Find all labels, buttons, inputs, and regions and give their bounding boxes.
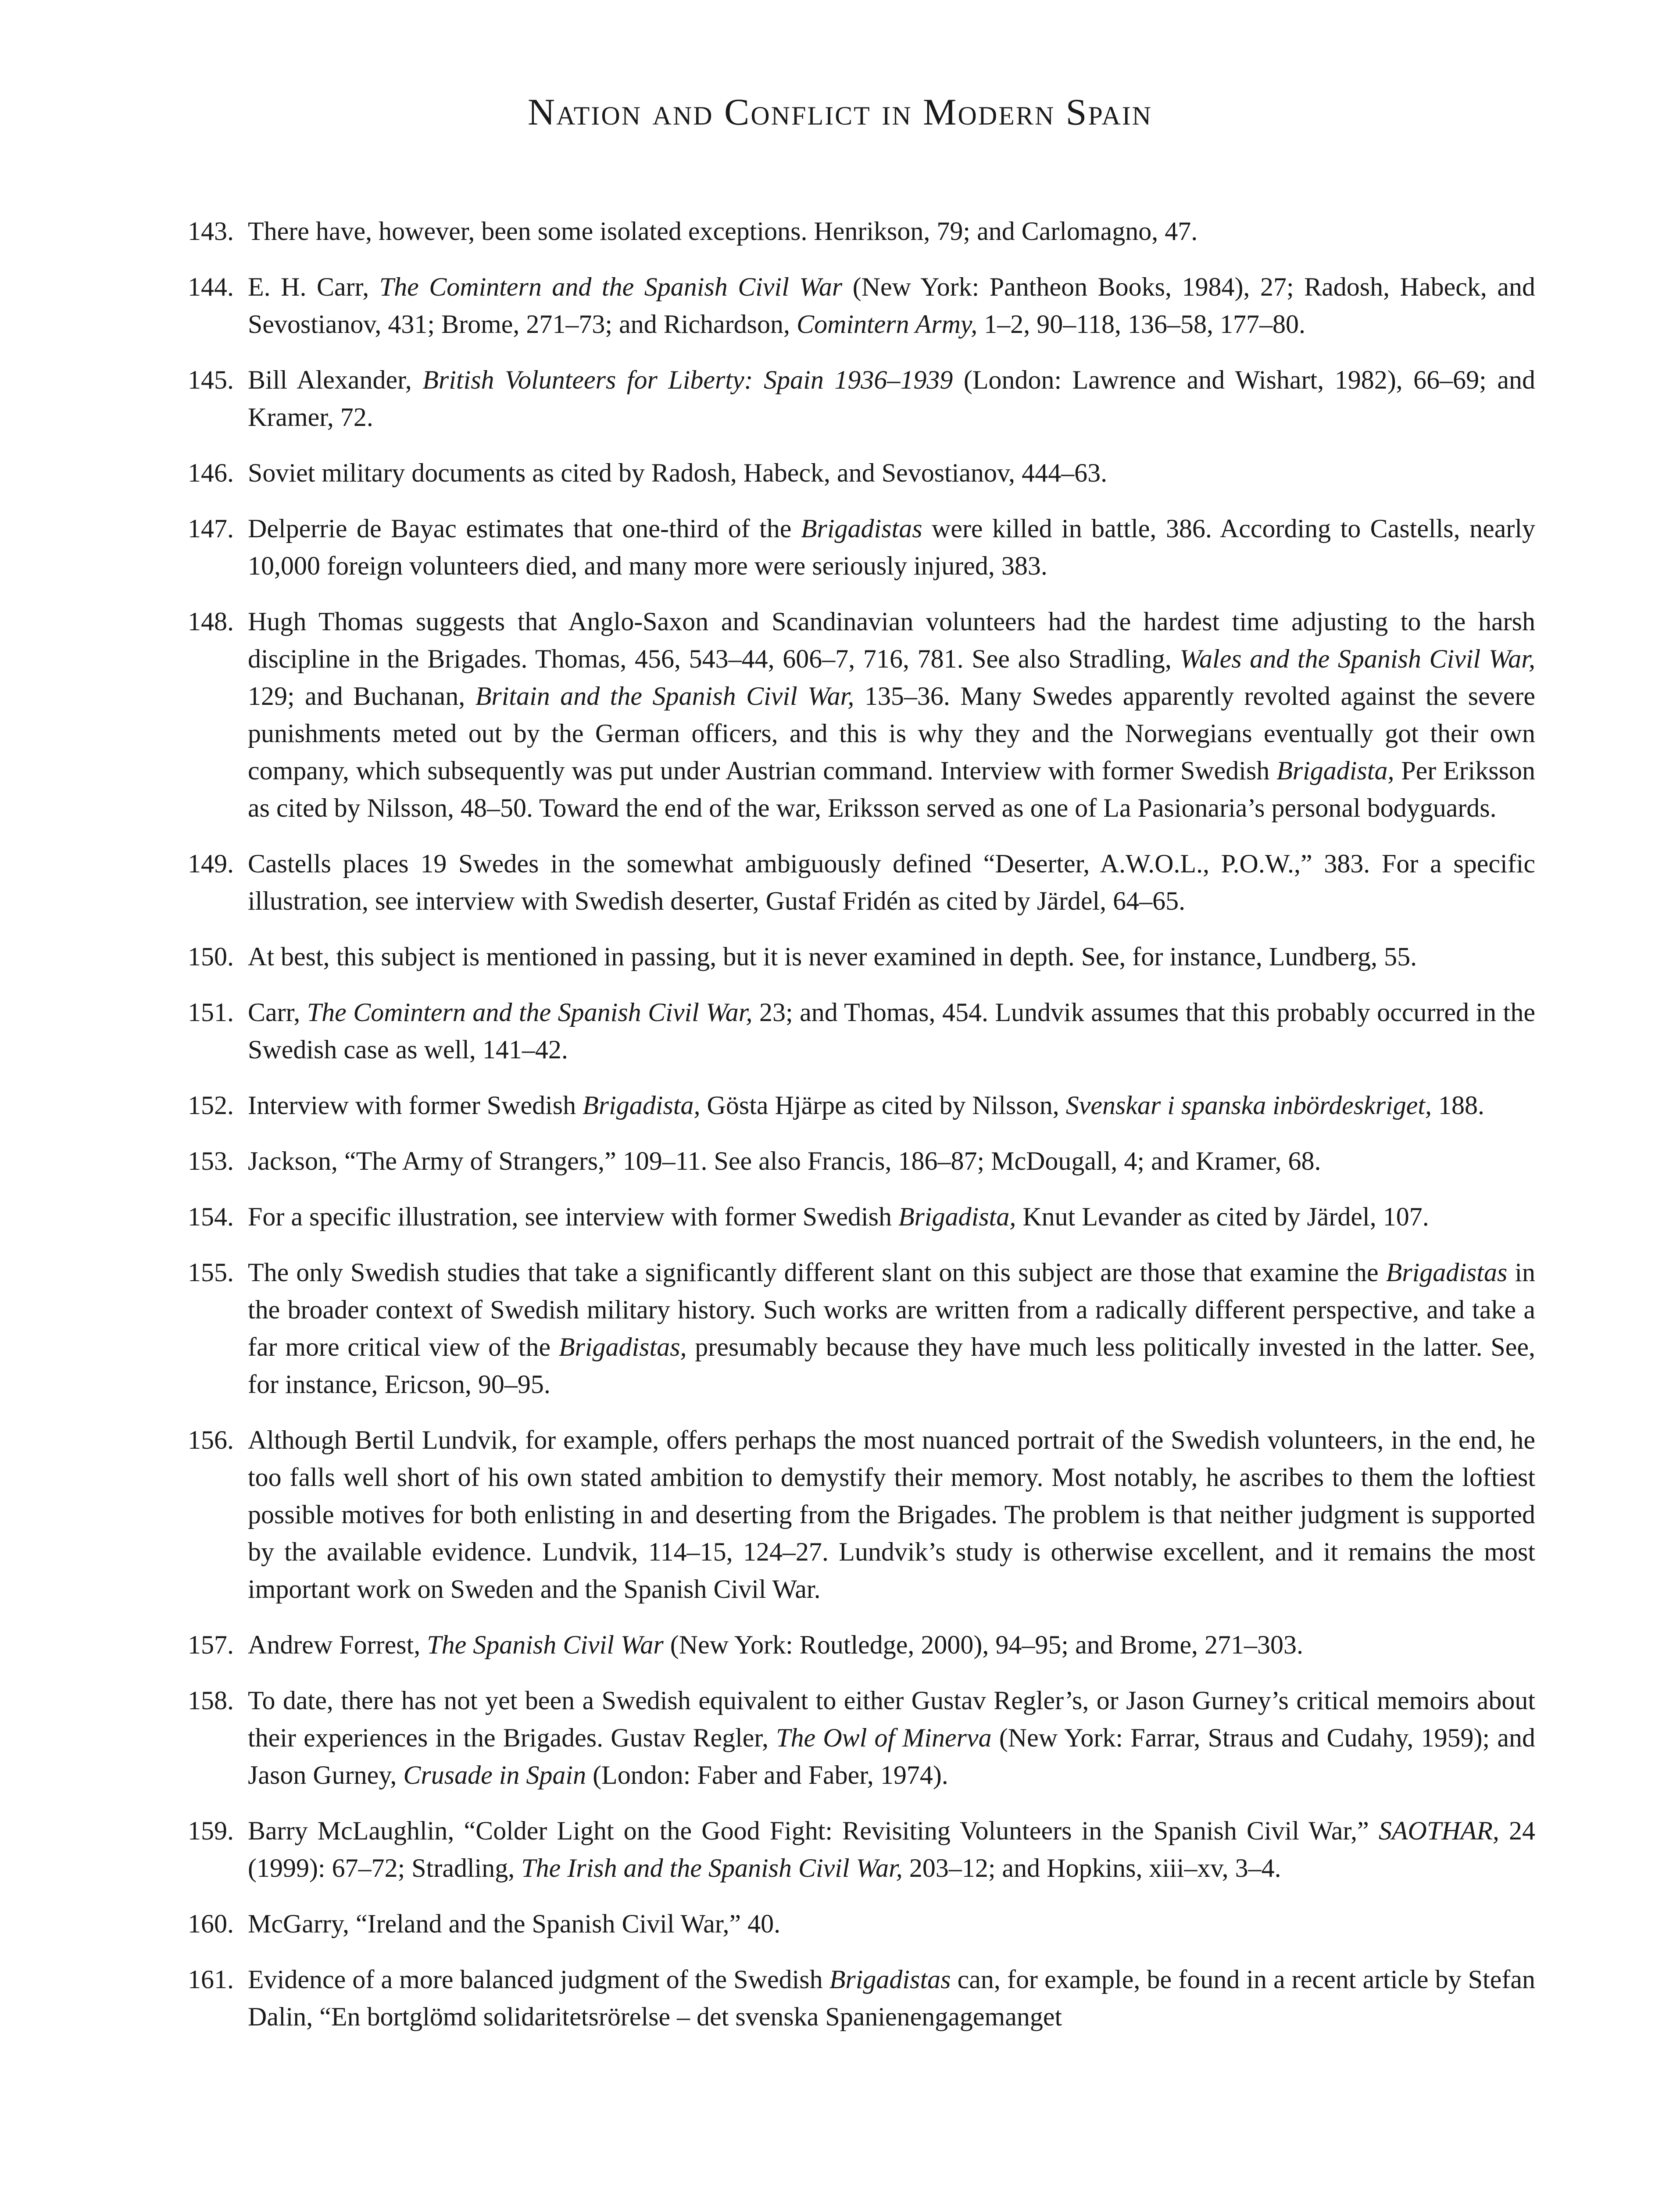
footnote-number: 146. <box>188 458 234 487</box>
footnote-text <box>248 514 1535 580</box>
footnote-segment: Hugh Thomas suggests that Anglo-Saxon and Scandinavian volunteers had the hardest time adjusting to the harsh discipline in the Brigades. Thomas, 456, 543–44, 606–7, 716, 781. See also Stradling, <box>248 607 1535 673</box>
footnote-number: 147. <box>188 514 234 543</box>
footnote-number: 159. <box>188 1816 234 1845</box>
footnote <box>188 994 1535 1068</box>
footnote-number: 155. <box>188 1258 234 1287</box>
footnote-segment: Castells places 19 Swedes in the somewhat ambiguously defined “Deserter, A.W.O.L., P.O.W.,” 383. For a specific illustration, see interview with Swedish deserter, Gustaf Fridén as cited by Järdel, 64–65. <box>248 849 1535 915</box>
footnote-segment: were killed in battle, 386. According to Castells, nearly 10,000 foreign volunteers died, and many more were seriously injured, 383. <box>248 514 1535 580</box>
italic-title: The Comintern and the Spanish Civil War, <box>307 998 753 1027</box>
footnote-segment: 203–12; and Hopkins, xiii–xv, 3–4. <box>902 1854 1281 1882</box>
footnote-segment: Knut Levander as cited by Järdel, 107. <box>1016 1202 1429 1231</box>
footnote-segment: Gösta Hjärpe as cited by Nilsson, <box>700 1091 1066 1120</box>
footnote <box>188 1143 1535 1180</box>
footnote-number: 149. <box>188 849 234 878</box>
footnote <box>188 1682 1535 1794</box>
footnote-segment: There have, however, been some isolated exceptions. Henrikson, 79; and Carlomagno, 47. <box>248 217 1198 246</box>
footnote-segment: (New York: Routledge, 2000), 94–95; and Brome, 271–303. <box>663 1630 1304 1659</box>
italic-title: The Spanish Civil War <box>427 1630 664 1659</box>
footnote-text <box>248 1965 1535 2031</box>
italic-title: Comintern Army, <box>796 310 978 339</box>
footnote-text <box>248 272 1535 339</box>
footnote-text <box>248 458 1107 487</box>
footnote-segment: For a specific illustration, see interview with former Swedish <box>248 1202 898 1231</box>
footnote-segment: E. H. Carr, <box>248 272 379 301</box>
footnote-segment: McGarry, “Ireland and the Spanish Civil War,” 40. <box>248 1909 781 1938</box>
footnote-text <box>248 1686 1535 1789</box>
footnote-text <box>248 1630 1303 1659</box>
italic-title: Brigadistas, <box>558 1332 687 1361</box>
footnote-number: 154. <box>188 1202 234 1231</box>
italic-title: The Owl of Minerva <box>776 1723 992 1752</box>
footnote-number: 158. <box>188 1686 234 1715</box>
footnote-number: 143. <box>188 217 234 246</box>
italic-title: Britain and the Spanish Civil War, <box>475 682 854 711</box>
footnote-text <box>248 217 1197 246</box>
footnote-number: 152. <box>188 1091 234 1120</box>
footnote-text <box>248 1909 780 1938</box>
footnote <box>188 1626 1535 1664</box>
footnote-number: 148. <box>188 607 234 636</box>
italic-title: Brigadistas <box>801 514 922 543</box>
footnote <box>188 1961 1536 2036</box>
footnote-text <box>248 1202 1429 1231</box>
footnote-text <box>248 1147 1321 1175</box>
footnote <box>188 1254 1536 1403</box>
italic-title: Brigadistas <box>1386 1258 1508 1287</box>
footnote-number: 145. <box>188 365 234 394</box>
footnote-segment: Per Eriksson as cited by Nilsson, 48–50. Toward the end of the war, Eriksson served as one of La Pasionaria’s personal bodyguards. <box>248 756 1535 822</box>
footnote <box>188 845 1535 920</box>
footnote-text <box>248 998 1535 1064</box>
running-head: Nation and Conflict in Modern Spain <box>527 91 1153 133</box>
footnote-number: 156. <box>188 1425 234 1454</box>
footnote-segment: Andrew Forrest, <box>248 1630 427 1659</box>
footnote-segment: Soviet military documents as cited by Radosh, Habeck, and Sevostianov, 444–63. <box>248 458 1108 487</box>
footnote-text <box>248 1091 1484 1120</box>
footnote <box>188 1905 1535 1943</box>
italic-title: Brigadistas <box>829 1965 951 1994</box>
footnote-number: 150. <box>188 942 234 971</box>
footnote-segment: (London: Faber and Faber, 1974). <box>586 1761 948 1789</box>
footnote <box>188 603 1536 827</box>
italic-title: Crusade in Spain <box>403 1761 586 1789</box>
footnote-segment: 188. <box>1432 1091 1485 1120</box>
footnote <box>188 454 1535 492</box>
footnote-text <box>248 942 1417 971</box>
footnote-segment: 23; and Thomas, 454. Lundvik assumes that this probably occurred in the Swedish case as well, 141–42. <box>248 998 1535 1064</box>
footnote-segment: To date, there has not yet been a Swedish equivalent to either Gustav Regler’s, or Jason Gurney’s critical memoirs about their experiences in the Brigades. Gustav Regler, <box>248 1686 1535 1752</box>
footnote-segment: 1–2, 90–118, 136–58, 177–80. <box>977 310 1306 339</box>
footnote-segment: (London: Lawrence and Wishart, 1982), 66–69; and Kramer, 72. <box>248 365 1535 432</box>
footnote <box>188 1422 1535 1608</box>
footnote-segment: 24 (1999): 67–72; Stradling, <box>248 1816 1536 1882</box>
footnote <box>188 268 1535 343</box>
footnote-text <box>248 1258 1535 1399</box>
footnote-number: 151. <box>188 998 234 1027</box>
footnote-segment: in the broader context of Swedish military history. Such works are written from a radically different perspective, and take a far more critical view of the <box>248 1258 1536 1361</box>
footnote <box>188 1087 1535 1124</box>
footnote-number: 153. <box>188 1147 234 1175</box>
footnote-segment: 129; and Buchanan, <box>248 682 475 711</box>
footnote-segment: Carr, <box>248 998 307 1027</box>
footnote-segment: Although Bertil Lundvik, for example, offers perhaps the most nuanced portrait of the Swedish volunteers, in the end, he too falls well short of his own stated ambition to demystify their memory. Most notably, he ascribes to them the loftiest possible motives for both enlisting in and deserting from the Brigades. The problem is that neither judgment is supported by the available evidence. Lundvik, 114–15, 124–27. Lundvik’s study is otherwise excellent, and it remains the most important work on Sweden and the Spanish Civil War. <box>248 1425 1535 1604</box>
footnote-segment: presumably because they have much less politically invested in the latter. See, for instance, Ericson, 90–95. <box>248 1332 1535 1399</box>
footnote <box>188 510 1535 585</box>
footnote-segment: Bill Alexander, <box>248 365 423 394</box>
footnote-text <box>248 849 1535 915</box>
italic-title: Brigadista, <box>583 1091 701 1120</box>
italic-title: Brigadista, <box>898 1202 1016 1231</box>
footnote-text <box>248 1425 1535 1604</box>
italic-title: British Volunteers for Liberty: Spain 1936–1939 <box>422 365 953 394</box>
italic-title: The Comintern and the Spanish Civil War <box>379 272 843 301</box>
italic-title: Brigadista, <box>1276 756 1394 785</box>
footnote-text <box>248 365 1535 432</box>
footnote-number: 157. <box>188 1630 234 1659</box>
footnote-segment: Interview with former Swedish <box>248 1091 583 1120</box>
footnote-segment: The only Swedish studies that take a significantly different slant on this subject are those that examine the <box>248 1258 1386 1287</box>
footnote-segment: Delperrie de Bayac estimates that one-third of the <box>248 514 801 543</box>
footnote-segment: Evidence of a more balanced judgment of the Swedish <box>248 1965 829 1994</box>
footnote-text <box>248 1816 1535 1882</box>
footnote-number: 161. <box>188 1965 234 1994</box>
footnote-segment: (New York: Pantheon Books, 1984), 27; Radosh, Habeck, and Sevostianov, 431; Brome, 271–73; and Richardson, <box>248 272 1535 339</box>
italic-title: Svenskar i spanska inbördeskriget, <box>1065 1091 1432 1120</box>
italic-title: Wales and the Spanish Civil War, <box>1180 644 1536 673</box>
italic-title: SAOTHAR, <box>1378 1816 1499 1845</box>
footnote <box>188 938 1535 975</box>
footnote-segment: can, for example, be found in a recent article by Stefan Dalin, “En bortglömd solidaritetsrörelse – det svenska Spanienengagemanget <box>248 1965 1536 2031</box>
footnote <box>188 213 1535 250</box>
italic-title: The Irish and the Spanish Civil War, <box>521 1854 903 1882</box>
footnote-segment: At best, this subject is mentioned in passing, but it is never examined in depth. See, for instance, Lundberg, 55. <box>248 942 1417 971</box>
footnote-segment: 135–36. Many Swedes apparently revolted against the severe punishments meted out by the German officers, and this is why they and the Norwegians eventually got their own company, which subsequently was put under Austrian command. Interview with former Swedish <box>248 682 1536 785</box>
footnote-number: 160. <box>188 1909 234 1938</box>
footnote-segment: (New York: Farrar, Straus and Cudahy, 1959); and Jason Gurney, <box>248 1723 1535 1789</box>
footnote-segment: Barry McLaughlin, “Colder Light on the Good Fight: Revisiting Volunteers in the Spanish Civil War,” <box>248 1816 1379 1845</box>
footnote <box>188 1812 1536 1887</box>
footnote-segment: Jackson, “The Army of Strangers,” 109–11. See also Francis, 186–87; McDougall, 4; and Kramer, 68. <box>248 1147 1321 1175</box>
footnote-number: 144. <box>188 272 234 301</box>
footnote <box>188 1198 1535 1236</box>
footnote-text <box>248 607 1535 822</box>
footnote <box>188 361 1535 436</box>
footnote-list <box>188 213 1536 2054</box>
